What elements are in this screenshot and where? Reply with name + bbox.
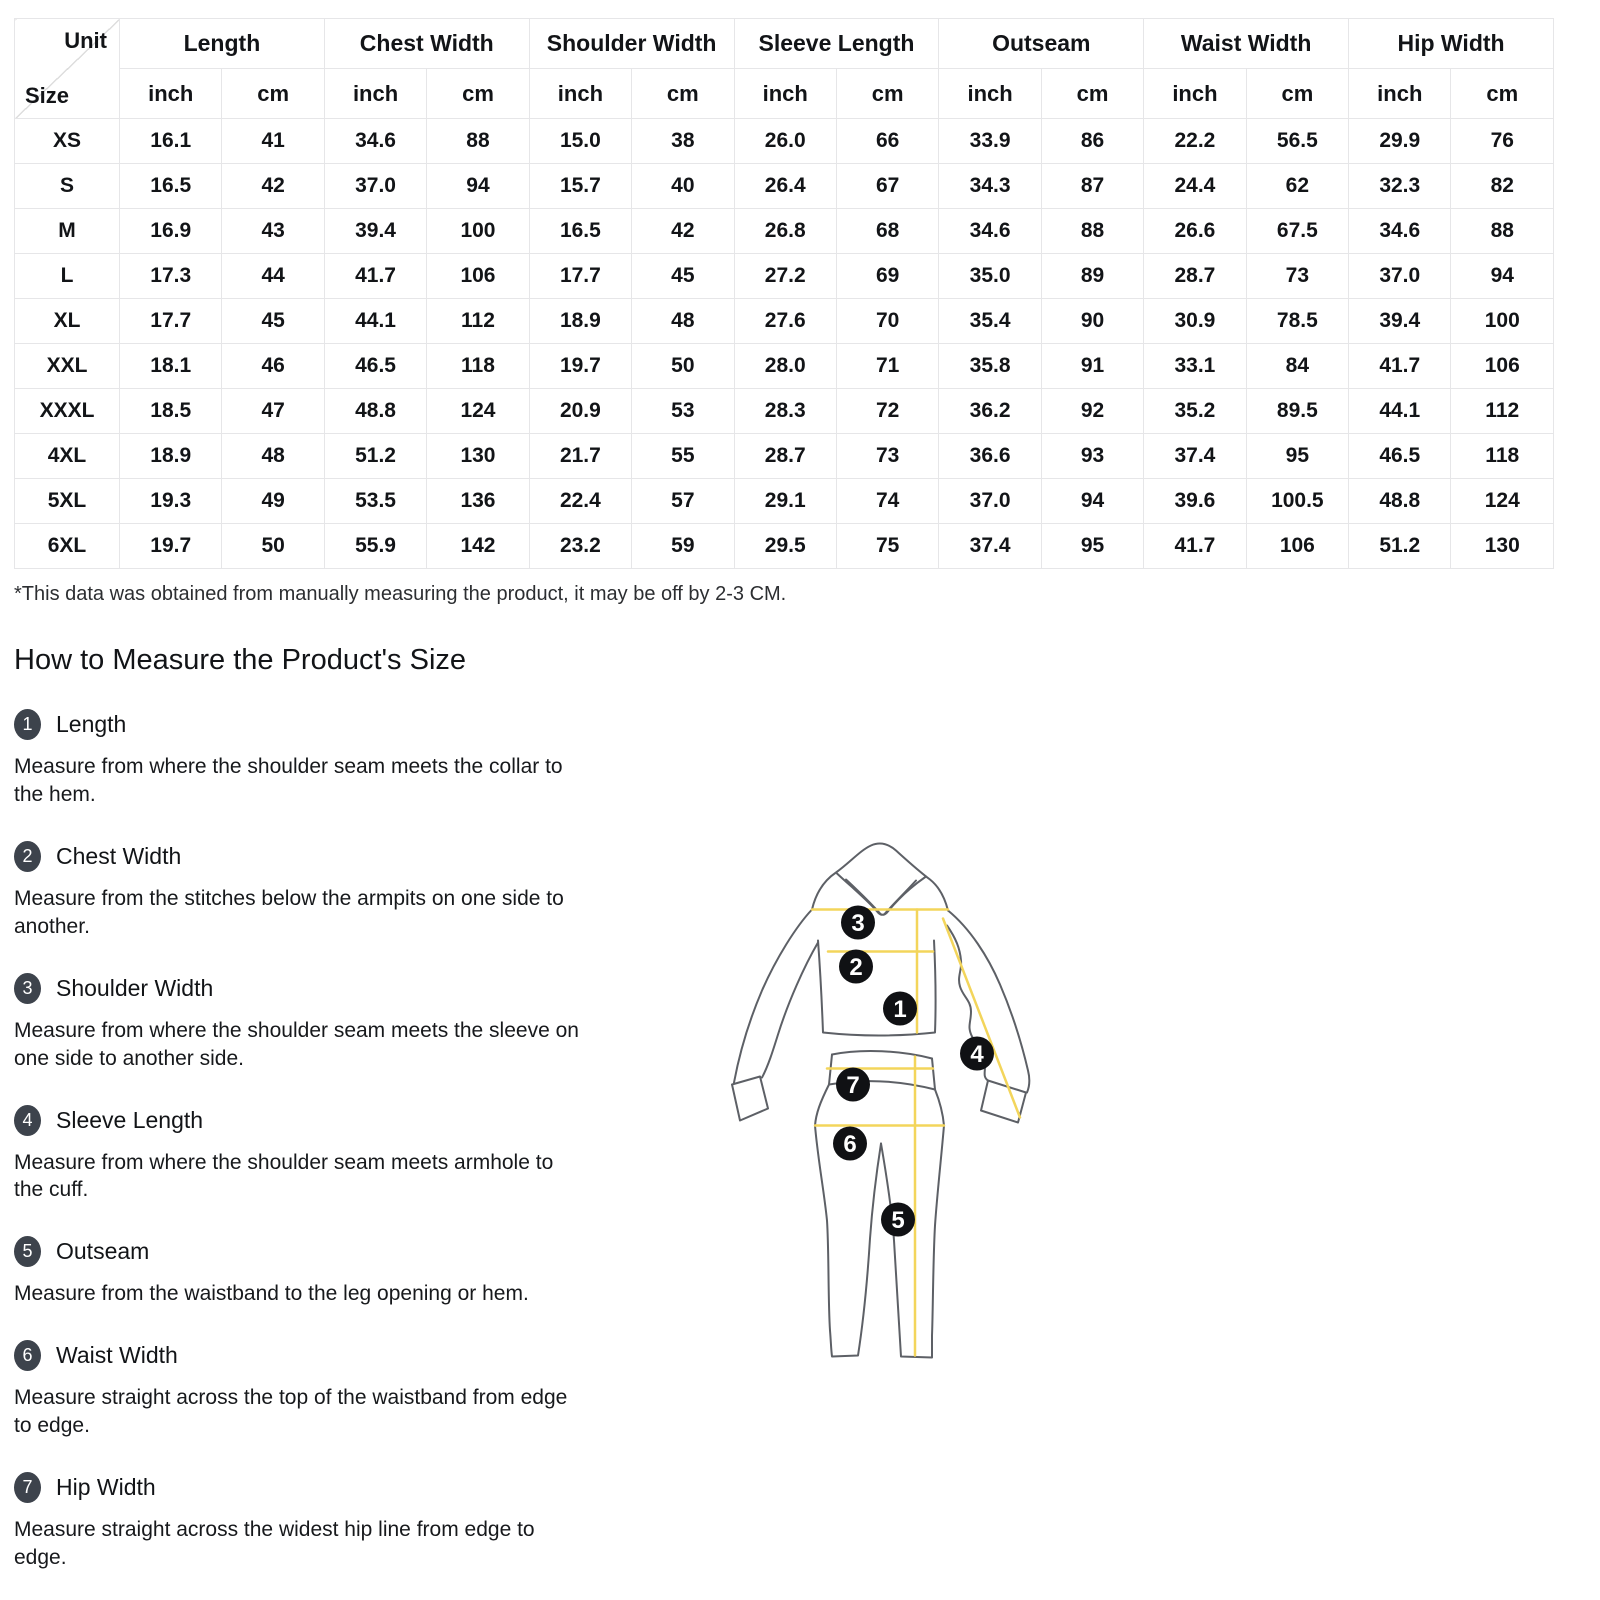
measurement-value: 106 <box>427 254 529 299</box>
column-header-length: Length <box>120 19 325 69</box>
measure-section-description: Measure from the waistband to the leg opening or hem. <box>14 1282 529 1306</box>
measurement-value: 46.5 <box>324 344 426 389</box>
measurement-value: 50 <box>222 524 324 569</box>
measurement-value: 18.5 <box>120 389 222 434</box>
size-label: XXXL <box>15 389 120 434</box>
measurement-value: 46 <box>222 344 324 389</box>
measurement-value: 26.0 <box>734 119 836 164</box>
measurement-value: 55 <box>632 434 734 479</box>
measurement-value: 106 <box>1246 524 1348 569</box>
measurement-value: 20.9 <box>529 389 631 434</box>
size-label: 6XL <box>15 524 120 569</box>
measurement-value: 41.7 <box>1144 524 1246 569</box>
table-row <box>15 164 1554 209</box>
measure-section-title: Sleeve Length <box>56 1106 204 1133</box>
measurement-value: 118 <box>1451 434 1554 479</box>
measurement-value: 92 <box>1041 389 1143 434</box>
unit-header-cm: cm <box>1246 69 1348 119</box>
measurement-value: 70 <box>836 299 938 344</box>
measurement-value: 17.7 <box>120 299 222 344</box>
measurement-value: 74 <box>836 479 938 524</box>
measurement-value: 26.8 <box>734 209 836 254</box>
measurement-value: 51.2 <box>1349 524 1451 569</box>
measurement-value: 39.4 <box>1349 299 1451 344</box>
size-table-body <box>15 119 1554 569</box>
size-table <box>14 18 1554 569</box>
corner-label-unit: Unit <box>64 28 107 53</box>
measurement-value: 73 <box>836 434 938 479</box>
column-header-outseam: Outseam <box>939 19 1144 69</box>
measurement-value: 100 <box>1451 299 1554 344</box>
measure-section-header <box>14 1340 589 1371</box>
measure-section <box>14 1236 589 1308</box>
measurement-value: 53 <box>632 389 734 434</box>
step-number-badge: 2 <box>14 841 41 872</box>
table-row <box>15 434 1554 479</box>
measure-section-description: Measure straight across the top of the waistband from edge to edge. <box>14 1386 568 1438</box>
measurement-value: 29.9 <box>1349 119 1451 164</box>
measurement-value: 17.7 <box>529 254 631 299</box>
measurement-value: 56.5 <box>1246 119 1348 164</box>
measure-section-description: Measure from where the shoulder seam meets the sleeve on one side to another side. <box>14 1018 579 1070</box>
measurement-value: 21.7 <box>529 434 631 479</box>
step-number-badge: 7 <box>14 1472 41 1503</box>
measurement-value: 44 <box>222 254 324 299</box>
measurement-value: 39.4 <box>324 209 426 254</box>
table-row <box>15 479 1554 524</box>
step-number-badge: 1 <box>14 709 41 740</box>
measurement-value: 32.3 <box>1349 164 1451 209</box>
measurement-value: 44.1 <box>324 299 426 344</box>
measurement-value: 130 <box>1451 524 1554 569</box>
measurement-value: 95 <box>1246 434 1348 479</box>
measurement-value: 75 <box>836 524 938 569</box>
measurement-value: 27.6 <box>734 299 836 344</box>
measure-section-description: Measure straight across the widest hip line from edge to edge. <box>14 1518 535 1570</box>
measurement-value: 124 <box>427 389 529 434</box>
measurement-value: 16.5 <box>120 164 222 209</box>
measurement-value: 37.4 <box>939 524 1041 569</box>
measurement-value: 62 <box>1246 164 1348 209</box>
measurement-value: 28.7 <box>734 434 836 479</box>
measurement-value: 41 <box>222 119 324 164</box>
unit-header-cm: cm <box>632 69 734 119</box>
step-number-badge: 5 <box>14 1236 41 1267</box>
measurement-value: 27.2 <box>734 254 836 299</box>
unit-header-cm: cm <box>1041 69 1143 119</box>
measurement-value: 29.1 <box>734 479 836 524</box>
measurement-value: 87 <box>1041 164 1143 209</box>
measurement-value: 16.5 <box>529 209 631 254</box>
measurement-value: 78.5 <box>1246 299 1348 344</box>
measurement-value: 89.5 <box>1246 389 1348 434</box>
measurement-value: 34.3 <box>939 164 1041 209</box>
measurement-value: 19.7 <box>529 344 631 389</box>
measurement-value: 16.1 <box>120 119 222 164</box>
unit-header-cm: cm <box>427 69 529 119</box>
measurement-value: 24.4 <box>1144 164 1246 209</box>
measurement-value: 94 <box>1041 479 1143 524</box>
size-label: 5XL <box>15 479 120 524</box>
measurement-value: 18.9 <box>120 434 222 479</box>
measurement-value: 88 <box>1041 209 1143 254</box>
measurement-value: 88 <box>427 119 529 164</box>
measurement-value: 17.3 <box>120 254 222 299</box>
measurement-value: 42 <box>222 164 324 209</box>
measurement-value: 15.7 <box>529 164 631 209</box>
step-number-badge: 3 <box>14 973 41 1004</box>
measurement-value: 106 <box>1451 344 1554 389</box>
measure-section-description: Measure from where the shoulder seam meets the collar to the hem. <box>14 755 563 806</box>
figure-marker-number: 3 <box>851 910 865 937</box>
measurement-value: 67 <box>836 164 938 209</box>
column-header-hip-width: Hip Width <box>1349 19 1554 69</box>
measurement-value: 16.9 <box>120 209 222 254</box>
howto-heading: How to Measure the Product's Size <box>14 644 467 676</box>
unit-header-inch: inch <box>734 69 836 119</box>
figure-marker-number: 4 <box>970 1041 984 1068</box>
measurement-value: 37.0 <box>1349 254 1451 299</box>
measurement-value: 34.6 <box>1349 209 1451 254</box>
measurement-value: 47 <box>222 389 324 434</box>
table-row <box>15 119 1554 164</box>
measure-section-title: Outseam <box>56 1238 150 1265</box>
measurement-value: 37.4 <box>1144 434 1246 479</box>
measurement-value: 66 <box>836 119 938 164</box>
measurement-value: 94 <box>1451 254 1554 299</box>
measurement-value: 100 <box>427 209 529 254</box>
measure-section-description: Measure from where the shoulder seam meets armhole to the cuff. <box>14 1150 554 1202</box>
measurement-value: 18.1 <box>120 344 222 389</box>
measurement-value: 38 <box>632 119 734 164</box>
unit-header-cm: cm <box>1451 69 1554 119</box>
measurement-value: 42 <box>632 209 734 254</box>
size-label: S <box>15 164 120 209</box>
column-header-sleeve-length: Sleeve Length <box>734 19 939 69</box>
measurement-value: 22.2 <box>1144 119 1246 164</box>
measurement-value: 91 <box>1041 344 1143 389</box>
unit-header-inch: inch <box>120 69 222 119</box>
measurement-value: 93 <box>1041 434 1143 479</box>
measure-section <box>14 841 589 941</box>
measurement-value: 90 <box>1041 299 1143 344</box>
measurement-value: 73 <box>1246 254 1348 299</box>
measurement-value: 45 <box>632 254 734 299</box>
measure-section <box>14 1340 589 1440</box>
measure-section-title: Shoulder Width <box>56 974 214 1001</box>
measurement-value: 84 <box>1246 344 1348 389</box>
measurement-value: 124 <box>1451 479 1554 524</box>
unit-header-inch: inch <box>939 69 1041 119</box>
measurement-value: 89 <box>1041 254 1143 299</box>
measurement-value: 136 <box>427 479 529 524</box>
column-header-chest-width: Chest Width <box>324 19 529 69</box>
measurement-value: 44.1 <box>1349 389 1451 434</box>
measurement-value: 39.6 <box>1144 479 1246 524</box>
unit-header-inch: inch <box>529 69 631 119</box>
measurement-value: 26.6 <box>1144 209 1246 254</box>
measurement-value: 118 <box>427 344 529 389</box>
measurement-value: 68 <box>836 209 938 254</box>
table-row <box>15 209 1554 254</box>
measure-section-description: Measure from the stitches below the armpits on one side to another. <box>14 886 564 938</box>
measurement-value: 95 <box>1041 524 1143 569</box>
measurement-value: 19.3 <box>120 479 222 524</box>
measurement-value: 94 <box>427 164 529 209</box>
measurement-value: 100.5 <box>1246 479 1348 524</box>
measurement-value: 59 <box>632 524 734 569</box>
measurement-value: 51.2 <box>324 434 426 479</box>
measurement-value: 48 <box>222 434 324 479</box>
measure-section-header <box>14 973 589 1004</box>
size-table-head <box>15 19 1554 119</box>
measure-section-header <box>14 1105 589 1136</box>
measure-point-markers <box>833 906 994 1237</box>
measurement-value: 33.9 <box>939 119 1041 164</box>
size-label: XL <box>15 299 120 344</box>
measurement-value: 23.2 <box>529 524 631 569</box>
figure-marker-number: 1 <box>893 996 907 1023</box>
measure-section-header <box>14 709 589 740</box>
measurement-value: 18.9 <box>529 299 631 344</box>
measure-section-header <box>14 841 589 872</box>
measurement-value: 112 <box>427 299 529 344</box>
measurement-value: 28.0 <box>734 344 836 389</box>
column-header-waist-width: Waist Width <box>1144 19 1349 69</box>
measurement-value: 26.4 <box>734 164 836 209</box>
corner-label-size: Size <box>25 83 70 108</box>
measurement-value: 41.7 <box>1349 344 1451 389</box>
measure-section <box>14 973 589 1073</box>
measurement-value: 40 <box>632 164 734 209</box>
figure-marker-number: 2 <box>849 954 863 981</box>
measurement-value: 112 <box>1451 389 1554 434</box>
measurement-value: 34.6 <box>324 119 426 164</box>
measurement-value: 130 <box>427 434 529 479</box>
measure-section-title: Waist Width <box>56 1342 178 1369</box>
measure-section <box>14 1472 589 1572</box>
measurement-value: 33.1 <box>1144 344 1246 389</box>
measurement-value: 22.4 <box>529 479 631 524</box>
measurement-value: 82 <box>1451 164 1554 209</box>
measurement-value: 142 <box>427 524 529 569</box>
measurement-value: 34.6 <box>939 209 1041 254</box>
column-header-shoulder-width: Shoulder Width <box>529 19 734 69</box>
measurement-value: 35.4 <box>939 299 1041 344</box>
measurement-value: 86 <box>1041 119 1143 164</box>
measurement-value: 57 <box>632 479 734 524</box>
measurement-value: 69 <box>836 254 938 299</box>
table-row <box>15 524 1554 569</box>
measurement-value: 19.7 <box>120 524 222 569</box>
unit-header-inch: inch <box>1144 69 1246 119</box>
measurement-value: 36.6 <box>939 434 1041 479</box>
measure-section-title: Hip Width <box>56 1474 156 1501</box>
table-unit-header-row <box>15 69 1554 119</box>
measurement-value: 29.5 <box>734 524 836 569</box>
measurement-value: 28.7 <box>1144 254 1246 299</box>
size-label: M <box>15 209 120 254</box>
measure-section-title: Chest Width <box>56 842 182 869</box>
measurement-value: 48 <box>632 299 734 344</box>
measurement-value: 76 <box>1451 119 1554 164</box>
measurement-value: 48.8 <box>324 389 426 434</box>
measurement-value: 36.2 <box>939 389 1041 434</box>
measurement-value: 88 <box>1451 209 1554 254</box>
table-row <box>15 344 1554 389</box>
table-row <box>15 389 1554 434</box>
corner-cell <box>15 19 120 119</box>
step-number-badge: 4 <box>14 1105 41 1136</box>
figure-marker-number: 6 <box>843 1131 857 1158</box>
measurement-value: 37.0 <box>939 479 1041 524</box>
size-label: XXL <box>15 344 120 389</box>
unit-header-cm: cm <box>836 69 938 119</box>
unit-header-cm: cm <box>222 69 324 119</box>
measurement-value: 46.5 <box>1349 434 1451 479</box>
measurement-value: 71 <box>836 344 938 389</box>
measurement-value: 35.0 <box>939 254 1041 299</box>
measurement-value: 45 <box>222 299 324 344</box>
measure-section <box>14 709 589 809</box>
size-label: 4XL <box>15 434 120 479</box>
garment-diagram-svg <box>700 828 1060 1373</box>
measurement-value: 35.8 <box>939 344 1041 389</box>
table-footnote: *This data was obtained from manually measuring the product, it may be off by 2-3 CM. <box>14 583 787 605</box>
measurement-value: 53.5 <box>324 479 426 524</box>
figure-marker-number: 7 <box>846 1072 860 1099</box>
measure-section-header <box>14 1236 589 1267</box>
measurement-value: 49 <box>222 479 324 524</box>
measurement-value: 48.8 <box>1349 479 1451 524</box>
size-label: L <box>15 254 120 299</box>
step-number-badge: 6 <box>14 1340 41 1371</box>
table-row <box>15 299 1554 344</box>
measure-sections <box>14 709 589 1572</box>
measurement-value: 43 <box>222 209 324 254</box>
measure-section-header <box>14 1472 589 1503</box>
measure-section <box>14 1105 589 1205</box>
measurement-value: 15.0 <box>529 119 631 164</box>
garment-measure-illustration <box>700 828 1060 1373</box>
measurement-value: 35.2 <box>1144 389 1246 434</box>
measurement-value: 41.7 <box>324 254 426 299</box>
measurement-value: 50 <box>632 344 734 389</box>
measurement-value: 37.0 <box>324 164 426 209</box>
size-label: XS <box>15 119 120 164</box>
pants-outline <box>815 1051 944 1357</box>
measurement-value: 67.5 <box>1246 209 1348 254</box>
measurement-value: 55.9 <box>324 524 426 569</box>
figure-marker-number: 5 <box>891 1207 905 1234</box>
table-row <box>15 254 1554 299</box>
measurement-value: 28.3 <box>734 389 836 434</box>
unit-header-inch: inch <box>324 69 426 119</box>
table-group-header-row <box>15 19 1554 69</box>
measure-section-title: Length <box>56 711 127 737</box>
measurement-value: 30.9 <box>1144 299 1246 344</box>
measurement-value: 72 <box>836 389 938 434</box>
unit-header-inch: inch <box>1349 69 1451 119</box>
